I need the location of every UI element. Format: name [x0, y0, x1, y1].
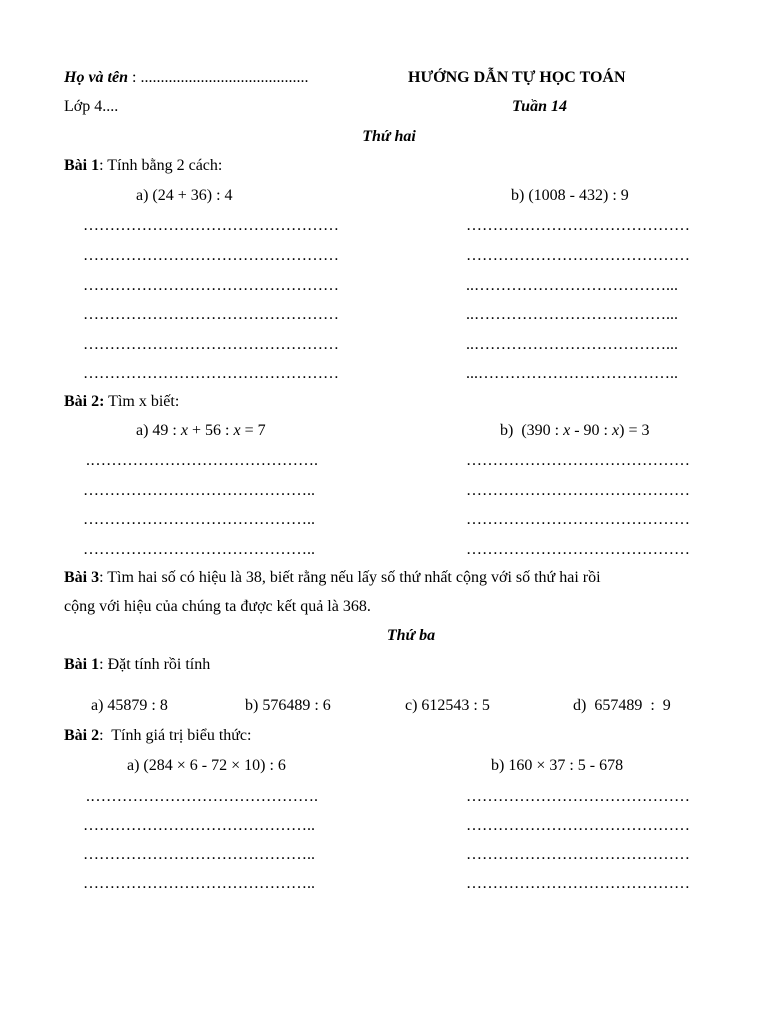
answer-line: …………………………………….. [83, 482, 315, 499]
answer-line: ………………………………………… [83, 365, 339, 382]
answer-line: ………………………………………… [83, 247, 339, 264]
exercise-label: Bài 1 [64, 656, 100, 673]
division-b: b) 576489 : 6 [245, 697, 331, 714]
exercise-text: : Tính giá trị biểu thức: [99, 727, 252, 744]
expr-part: - 90 : [570, 422, 612, 439]
answer-line: …………………………………… [466, 788, 690, 805]
exercise-text: : Đặt tính rồi tính [99, 656, 211, 673]
exercise-2a [136, 421, 266, 441]
answer-line: ………………………………………… [83, 277, 339, 294]
variable-x: x [180, 422, 188, 439]
name-blank: : .......................................... [128, 69, 309, 86]
division-c: c) 612543 : 5 [405, 697, 490, 714]
answer-line: ………………………………………… [83, 217, 339, 234]
answer-line: ...……………………………….. [466, 365, 678, 382]
answer-line: …………………………………… [466, 817, 690, 834]
exercise-1a: a) (24 + 36) : 4 [136, 187, 233, 204]
exercise-label: Bài 3 [64, 569, 100, 586]
exercise-label: Bài 2: [64, 393, 105, 410]
division-d: d) 657489 : 9 [573, 697, 671, 714]
expression-a: a) (284 × 6 - 72 × 10) : 6 [127, 757, 286, 774]
exercise-2-heading [64, 726, 251, 746]
expr-part: ) = 3 [619, 422, 650, 439]
class-label: Lớp 4.... [64, 98, 119, 115]
answer-line: ………………………………………… [83, 306, 339, 323]
answer-line: …………………………………… [466, 482, 690, 499]
exercise-2-heading [64, 392, 179, 412]
answer-line: …………………………………….. [83, 846, 315, 863]
exercise-text: : Tính bằng 2 cách: [99, 157, 223, 174]
exercise-2b [500, 421, 649, 441]
page-title: HƯỚNG DẪN TỰ HỌC TOÁN [408, 69, 626, 86]
answer-line: .……………………………………. [86, 452, 318, 469]
variable-x: x [563, 422, 571, 439]
day-heading-monday: Thứ hai [362, 128, 416, 145]
exercise-text: : Tìm hai số có hiệu là 38, biết rằng nếu lấy số thứ nhất cộng với số thứ hai rồi [99, 569, 601, 586]
exercise-3-line-2: cộng với hiệu của chúng ta được kết quả là 368. [64, 598, 371, 615]
variable-x: x [233, 422, 241, 439]
answer-line: …………………………………….. [83, 875, 315, 892]
expression-b: b) 160 × 37 : 5 - 678 [491, 757, 624, 774]
answer-line: …………………………………… [466, 247, 690, 264]
answer-line: …………………………………….. [83, 817, 315, 834]
expr-part: + 56 : [187, 422, 234, 439]
week-label: Tuần 14 [512, 98, 567, 115]
answer-line: ..………………………………... [466, 277, 678, 294]
exercise-3-line-1 [64, 568, 601, 588]
answer-line: …………………………………… [466, 541, 690, 558]
answer-line: …………………………………… [466, 452, 690, 469]
exercise-1-heading [64, 156, 222, 176]
exercise-1b: b) (1008 - 432) : 9 [511, 187, 629, 204]
expr-part: = 7 [240, 422, 266, 439]
answer-line: …………………………………… [466, 846, 690, 863]
variable-x: x [612, 422, 620, 439]
answer-line: …………………………………….. [83, 541, 315, 558]
answer-line: ………………………………………… [83, 336, 339, 353]
answer-line: …………………………………….. [83, 511, 315, 528]
expr-part: b) (390 : [500, 422, 564, 439]
answer-line: …………………………………… [466, 217, 690, 234]
exercise-1-heading [64, 655, 210, 675]
exercise-label: Bài 1 [64, 157, 100, 174]
exercise-label: Bài 2 [64, 727, 100, 744]
answer-line: ..………………………………... [466, 306, 678, 323]
exercise-text: Tìm x biết: [104, 393, 180, 410]
division-a: a) 45879 : 8 [91, 697, 168, 714]
expr-part: a) 49 : [136, 422, 181, 439]
answer-line: …………………………………… [466, 511, 690, 528]
answer-line: ..………………………………... [466, 336, 678, 353]
answer-line: …………………………………… [466, 875, 690, 892]
name-label: Họ và tên [64, 69, 128, 86]
answer-line: .……………………………………. [86, 788, 318, 805]
day-heading-tuesday: Thứ ba [386, 627, 436, 644]
name-line [64, 68, 308, 88]
